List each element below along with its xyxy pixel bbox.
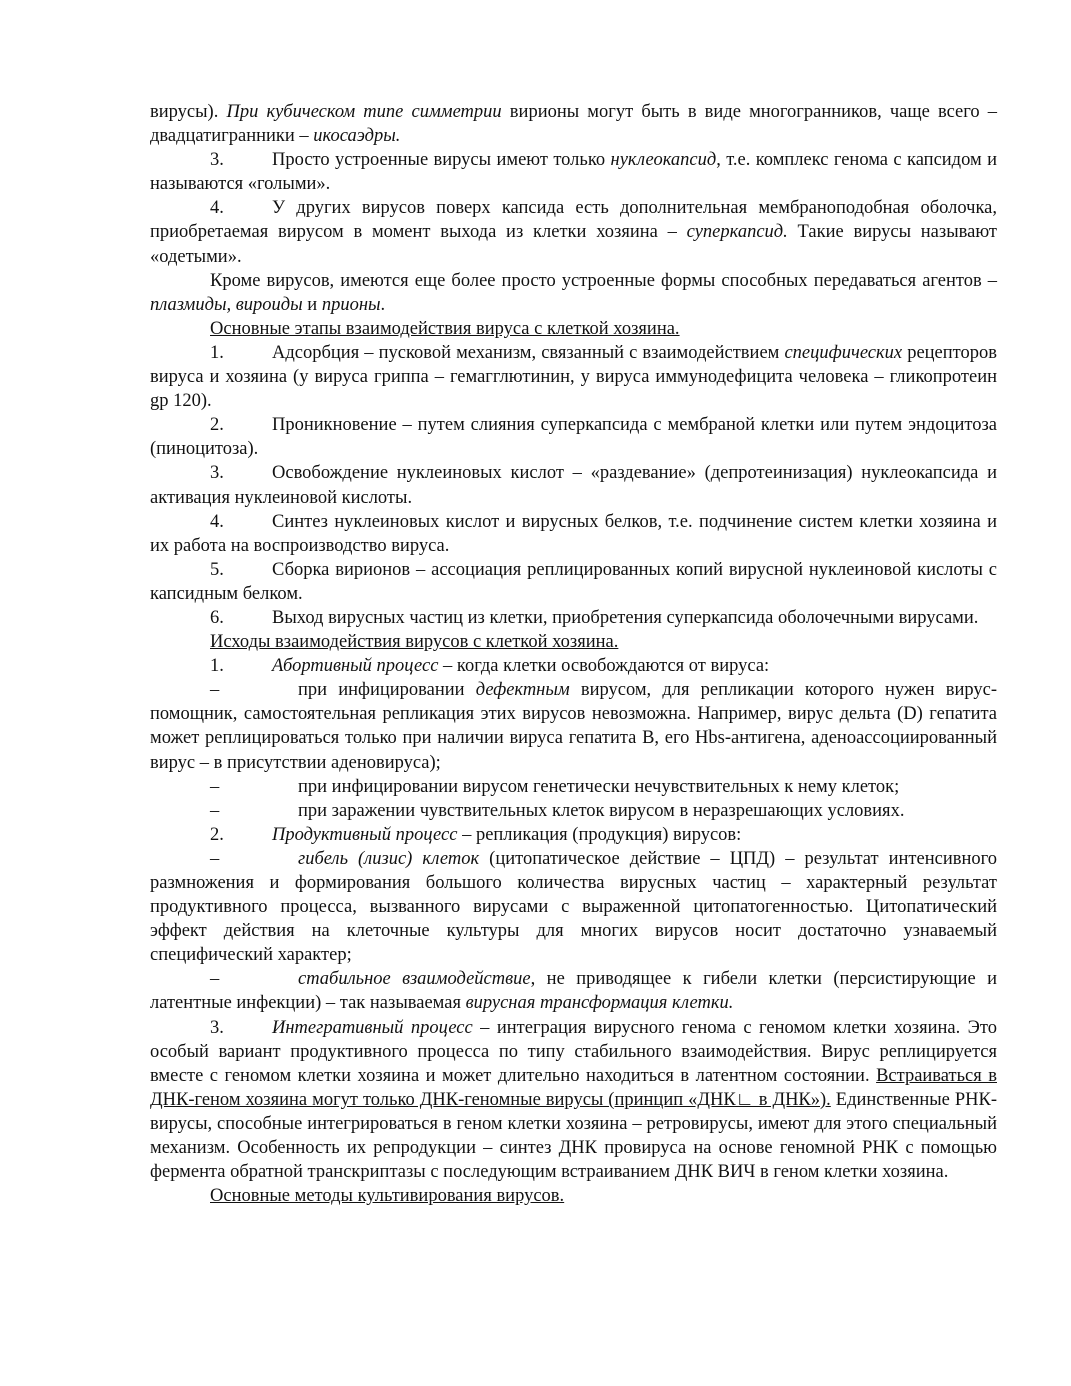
- paragraph-naked-viruses: 3. Просто устроенные вирусы имеют только нуклеокапсид, т.е. комплекс генома с капсидом и называются «голыми».: [150, 150, 997, 195]
- dash-item: – при инфицировании вирусом генетически нечувствительных к нему клеток;: [150, 775, 997, 799]
- section-heading-stages: Основные этапы взаимодействия вируса с клеткой хозяина.: [210, 318, 680, 339]
- list-dash: –: [210, 969, 220, 990]
- list-number: 4.: [210, 511, 224, 532]
- dash-item: – при заражении чувствительных клеток вирусом в неразрешающих условиях.: [150, 799, 997, 823]
- dash-item: – стабильное взаимодействие, не приводящее к гибели клетки (персистирующие и латентные инфекции) – так называемая вирусная трансформация клетки.: [150, 969, 997, 1014]
- list-number: 3.: [210, 150, 224, 171]
- list-number: 3.: [210, 463, 224, 484]
- stage-item: 6. Выход вирусных частиц из клетки, приобретения суперкапсида оболочечными вирусами.: [150, 606, 997, 630]
- document-page: [150, 100, 997, 1208]
- paragraph-other-agents: Кроме вирусов, имеются еще более просто устроенные формы способных передаваться агентов – плазмиды, вироиды и прионы.: [150, 270, 997, 315]
- dash-item: – гибель (лизис) клеток (цитопатическое действие – ЦПД) – результат интенсивного размножения и формирования большого количества вирусных частиц – характерный результат продуктивного процесса, вызванного вирусами с выраженной цитопатогенностью. Цитопатический эффект действия на клеточные культуры для многих вирусов носит достаточно узнаваемый специфический характер;: [150, 848, 997, 966]
- stage-item: 4. Синтез нуклеиновых кислот и вирусных белков, т.е. подчинение систем клетки хозяина и их работа на воспроизводство вируса.: [150, 511, 997, 556]
- list-number: 2.: [210, 824, 224, 845]
- paragraph-enveloped-viruses: 4. У других вирусов поверх капсида есть дополнительная мембраноподобная оболочка, приобретаемая вирусом в момент выхода из клетки хозяина – суперкапсид. Такие вирусы называют «одетыми».: [150, 198, 997, 267]
- outcome-abortive: 1. Абортивный процесс – когда клетки освобождаются от вируса:: [150, 654, 997, 678]
- paragraph-symmetry: вирусы). При кубическом типе симметрии вирионы могут быть в виде многогранников, чаще всего – двадцатигранники – икосаэдры.: [150, 102, 997, 147]
- list-number: 4.: [210, 198, 224, 219]
- list-number: 5.: [210, 559, 224, 580]
- stage-item: 3. Освобождение нуклеиновых кислот – «раздевание» (депротеинизация) нуклеокапсида и активация нуклеиновой кислоты.: [150, 463, 997, 508]
- list-number: 1.: [210, 656, 224, 677]
- list-dash: –: [210, 800, 220, 821]
- list-number: 1.: [210, 342, 224, 363]
- outcome-productive: 2. Продуктивный процесс – репликация (продукция) вирусов:: [150, 823, 997, 847]
- dash-item: – при инфицировании дефектным вирусом, для репликации которого нужен вирус-помощник, самостоятельная репликация этих вирусов невозможна. Например, вирус дельта (D) гепатита может реплицироваться только при наличии вируса гепатита В, его Hbs-антигена, аденоассоциированный вирус – в присутствии аденовируса);: [150, 680, 997, 773]
- list-dash: –: [210, 776, 220, 797]
- outcome-integrative: 3. Интегративный процесс – интеграция вирусного генома с геномом клетки хозяина. Это особый вариант продуктивного процесса по типу стабильного взаимодействия. Вирус реплицируется вместе с геномом клетки хозяина и может длительно находиться в латентном состоянии. Встраиваться в ДНК-геном хозяина могут только ДНК-геномные вирусы (принцип «ДНК∟ в ДНК»). Единственные РНК-вирусы, способные интегрироваться в геном клетки хозяина – ретровирусы, имеют для этого специальный механизм. Особенность их репродукции – синтез ДНК провируса на основе геномной РНК с помощью фермента обратной транскриптазы с последующим встраиванием ДНК ВИЧ в геном клетки хозяина.: [150, 1017, 997, 1183]
- list-number: 2.: [210, 415, 224, 436]
- section-heading-methods: Основные методы культивирования вирусов.: [210, 1186, 565, 1207]
- list-dash: –: [210, 848, 220, 869]
- list-number: 3.: [210, 1017, 224, 1038]
- stage-item: 5. Сборка вирионов – ассоциация реплицированных копий вирусной нуклеиновой кислоты с капсидным белком.: [150, 559, 997, 604]
- stage-item: 2. Проникновение – путем слияния суперкапсида с мембраной клетки или путем эндоцитоза (пиноцитоза).: [150, 415, 997, 460]
- section-heading-outcomes: Исходы взаимодействия вирусов с клеткой хозяина.: [210, 632, 619, 653]
- list-dash: –: [210, 680, 220, 701]
- stage-item: 1. Адсорбция – пусковой механизм, связанный с взаимодействием специфических рецепторов вируса и хозяина (у вируса гриппа – гемагглютинин, у вируса иммунодефицита человека – гликопротеин gp 120).: [150, 342, 997, 412]
- list-number: 6.: [210, 607, 224, 628]
